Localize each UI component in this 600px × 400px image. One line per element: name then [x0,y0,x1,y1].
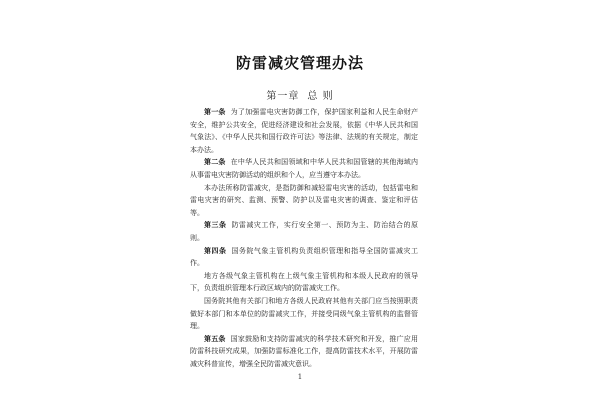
article-paragraph [190,106,418,156]
article-paragraph [190,270,418,295]
chapter-number: 第一章 [266,91,300,102]
article-paragraph [190,245,418,270]
document-title: 防雷减灾管理办法 [235,54,364,72]
article-label: 第二条 [204,158,226,167]
chapter-heading [0,87,600,102]
article-paragraph [190,156,418,181]
article-text: 为了加强雷电灾害防御工作，保护国家利益和人民生命财产安全，维护公共安全，促进经济建设和社会发展，依据《中华人民共和国气象法》、《中华人民共和国行政许可法》等法律、法规的有关规定，制定本办法。 [190,108,419,154]
article-text: 国务院气象主管机构负责组织管理和指导全国防雷减灾工作。 [190,246,419,268]
article-text: 在中华人民共和国领域和中华人民共和国管辖的其他海域内从事雷电灾害防御活动的组织和个人，应当遵守本办法。 [190,158,419,179]
document-body [190,106,418,370]
article-text: 地方各级气象主管机构在上级气象主管机构和本级人民政府的领导下，负责组织管理本行政区域内的防雷减灾工作。 [190,271,418,293]
article-label: 第四条 [204,246,227,255]
article-paragraph [190,333,418,371]
chapter-name: 总 则 [307,91,334,102]
article-text: 国务院其他有关部门和地方各级人民政府其他有关部门应当按照职责做好本部门和本单位的防雷减灾工作，并接受同级气象主管机构的监督管理。 [190,296,418,331]
article-paragraph [190,182,418,220]
page-number: 1 [297,373,303,381]
article-label: 第五条 [204,334,226,343]
article-text: 国家鼓励和支持防雷减灾的科学技术研究和开发，推广应用防雷科技研究成果，加强防雷标准化工作，提高防雷技术水平，开展防雷减灾科普宣传，增强全民防雷减灾意识。 [190,334,419,368]
article-paragraph [190,219,418,244]
article-text: 防雷减灾工作，实行安全第一、预防为主、防治结合的原则。 [190,221,419,242]
article-label: 第三条 [204,221,227,230]
article-paragraph [190,295,418,333]
article-label: 第一条 [204,108,226,116]
article-text: 本办法所称防雷减灾，是指防御和减轻雷电灾害的活动，包括雷电和雷电灾害的研究、监测、预警、防护以及雷电灾害的调查、鉴定和评估等。 [190,183,418,217]
